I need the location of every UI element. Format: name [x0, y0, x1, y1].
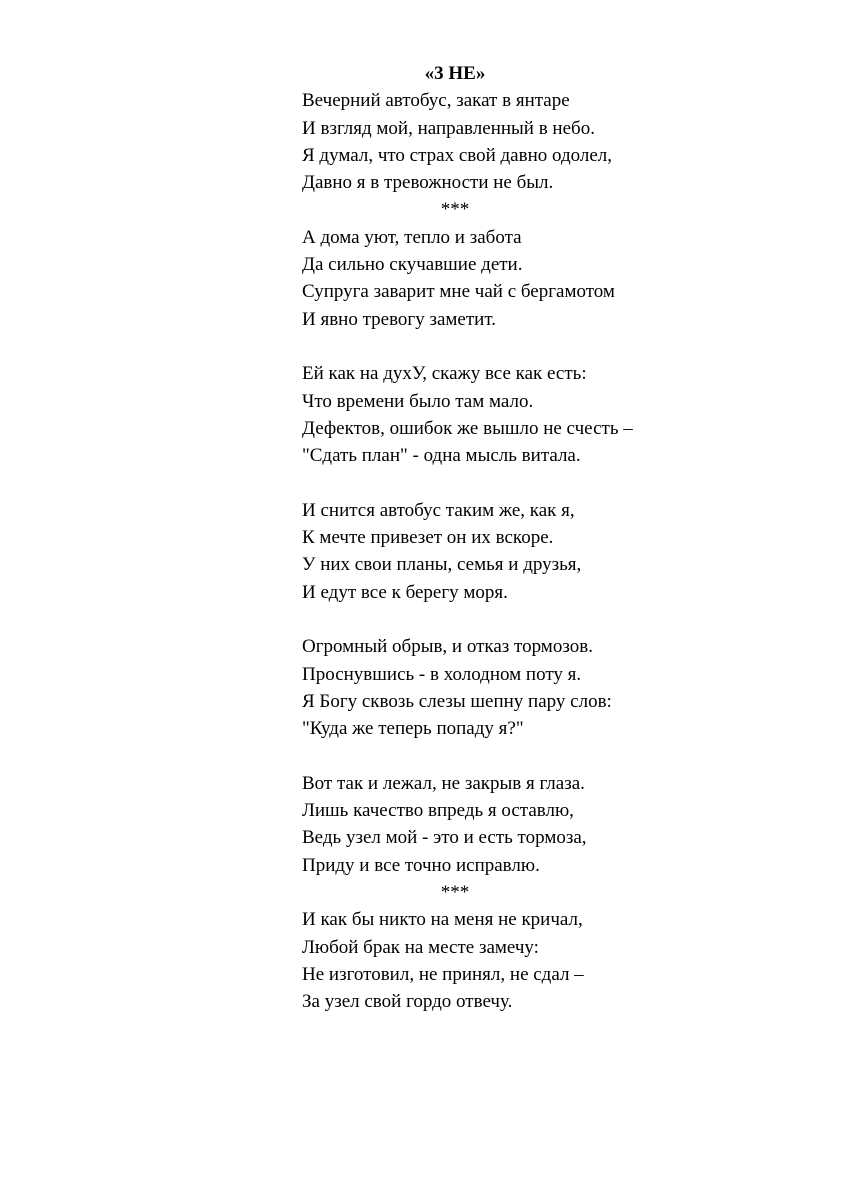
poem-line: И взгляд мой, направленный в небо. [302, 117, 595, 139]
poem-line: Не изготовил, не принял, не сдал – [302, 963, 584, 985]
poem-line: "Сдать план" - одна мысль витала. [302, 445, 581, 467]
blank-line [302, 606, 702, 633]
poem-line: Дефектов, ошибок же вышло не счесть – [302, 417, 633, 439]
stanza [302, 224, 702, 333]
stanza [302, 87, 702, 196]
poem-line: Да сильно скучавшие дети. [302, 254, 523, 276]
poem-line: Давно я в тревожности не был. [302, 172, 554, 194]
poem-line: И снится автобус таким же, как я, [302, 499, 575, 521]
poem-line: И как бы никто на меня не кричал, [302, 909, 583, 931]
poem-line: Приду и все точно исправлю. [302, 854, 540, 876]
blank-line [302, 469, 702, 496]
poem-line: К мечте привезет он их вскоре. [302, 527, 554, 549]
poem-line: Вечерний автобус, закат в янтаре [302, 90, 570, 112]
poem-line: Ей как на духУ, скажу все как есть: [302, 363, 587, 385]
poem-line: Я думал, что страх свой давно одолел, [302, 144, 613, 166]
poem-line: Огромный обрыв, и отказ тормозов. [302, 636, 593, 658]
poem-line: У них свои планы, семья и друзья, [302, 554, 582, 576]
stanza [302, 906, 702, 1015]
poem [302, 60, 702, 1015]
blank-line [302, 333, 702, 360]
poem-line: Лишь качество впредь я оставлю, [302, 800, 574, 822]
poem-line: Что времени было там мало. [302, 390, 534, 412]
poem-line: Вот так и лежал, не закрыв я глаза. [302, 772, 585, 794]
poem-line: Я Богу сквозь слезы шепну пару слов: [302, 690, 612, 712]
poem-line: А дома уют, тепло и забота [302, 226, 522, 248]
blank-line [302, 742, 702, 769]
stanza-separator: *** [440, 199, 470, 221]
poem-line: Проснувшись - в холодном поту я. [302, 663, 582, 685]
poem-line: Супруга заварит мне чай с бергамотом [302, 281, 615, 303]
poem-title: «3 НЕ» [424, 63, 486, 84]
poem-line: "Куда же теперь попаду я?" [302, 718, 524, 740]
stanza [302, 633, 702, 742]
poem-line: И явно тревогу заметит. [302, 308, 496, 330]
stanza [302, 770, 702, 879]
poem-line: За узел свой гордо отвечу. [302, 991, 513, 1013]
stanza [302, 497, 702, 606]
poem-line: И едут все к берегу моря. [302, 581, 508, 603]
stanza [302, 360, 702, 469]
poem-line: Любой брак на месте замечу: [302, 936, 539, 958]
stanza-separator: *** [440, 881, 470, 903]
poem-line: Ведь узел мой - это и есть тормоза, [302, 827, 587, 849]
